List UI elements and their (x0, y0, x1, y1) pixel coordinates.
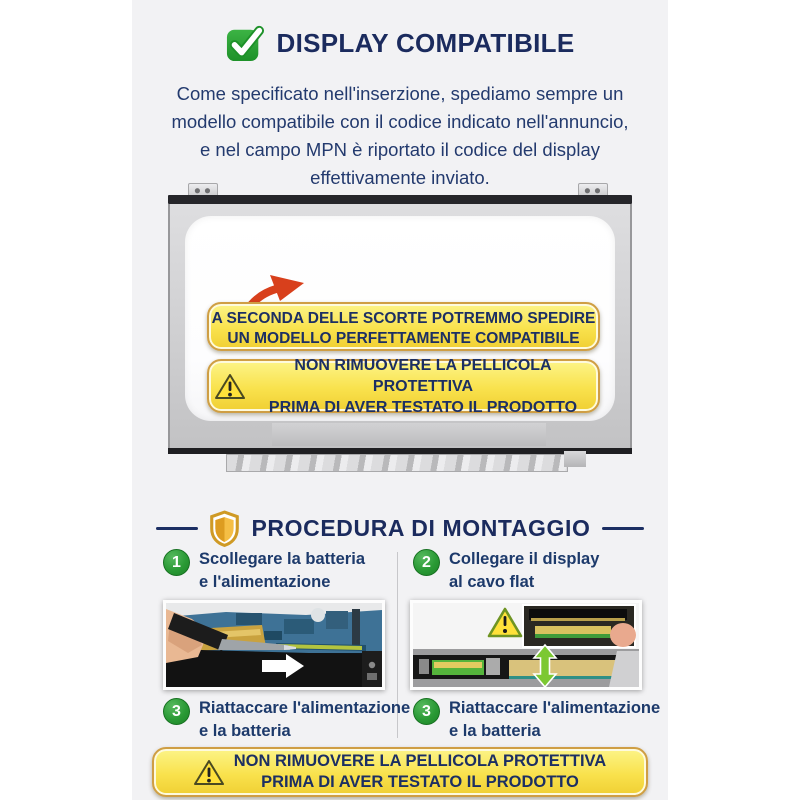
step-2 (413, 548, 599, 594)
page-title: DISPLAY COMPATIBILE (276, 27, 575, 58)
intro-line: Come specificato nell'inserzione, spediamo sempre un (176, 83, 624, 104)
panel-foil-tape (226, 454, 568, 472)
warning-triangle-icon (215, 373, 245, 400)
stock-note-line: UN MODELLO PERFETTAMENTE COMPATIBILE (227, 330, 580, 347)
panel-top-bezel (168, 195, 632, 204)
listing-infographic (132, 0, 668, 800)
step-3-left-badge: 3 (163, 698, 190, 725)
shield-icon (209, 510, 240, 547)
step-1-badge: 1 (163, 549, 190, 576)
connector-photo-art (413, 603, 639, 687)
motherboard-photo-art (166, 603, 382, 687)
stock-note-line: A SECONDA DELLE SCORTE POTREMMO SPEDIRE (211, 310, 596, 327)
step-3-right-text: Riattaccare l'alimentazione e la batteria (449, 699, 661, 740)
step-3-left (163, 697, 410, 743)
stock-note-box (207, 302, 600, 351)
step-2-badge: 2 (413, 549, 440, 576)
panel-bottom-strip (272, 423, 546, 446)
film-warning-box (207, 356, 600, 416)
panel-foil-tab (564, 451, 586, 467)
header-rule-left (156, 527, 198, 530)
procedure-header (132, 510, 668, 547)
green-check-icon (226, 24, 264, 62)
header (132, 24, 668, 62)
step-3-right-badge: 3 (413, 698, 440, 725)
intro-line: effettivamente inviato. (310, 167, 490, 188)
photo-disconnect-battery (163, 600, 385, 690)
film-warning-text: NON RIMUOVERE LA PELLICOLA PROTETTIVA PRIMA DI AVER TESTATO IL PRODOTTO (268, 356, 578, 416)
step-1 (163, 548, 365, 594)
step-3-right (413, 697, 660, 743)
step-1-text: Scollegare la batteria e l'alimentazione (199, 550, 365, 591)
warning-triangle-icon (194, 759, 224, 786)
lcd-panel-image (168, 183, 632, 475)
step-3-left-text: Riattaccare l'alimentazione e la batteria (199, 699, 411, 740)
procedure-title: PROCEDURA DI MONTAGGIO (251, 515, 591, 541)
photo-connect-flat-cable (410, 600, 642, 690)
intro-line: modello compatibile con il codice indicato nell'annuncio, (171, 111, 629, 132)
step-2-text: Collegare il display al cavo flat (449, 550, 600, 591)
intro-line: e nel campo MPN è riportato il codice del display (200, 139, 600, 160)
header-rule-right (602, 527, 644, 530)
intro-paragraph (132, 80, 668, 192)
footer-warning-box (152, 747, 648, 797)
footer-warning-text: NON RIMUOVERE LA PELLICOLA PROTETTIVA PRIMA DI AVER TESTATO IL PRODOTTO (233, 752, 607, 791)
